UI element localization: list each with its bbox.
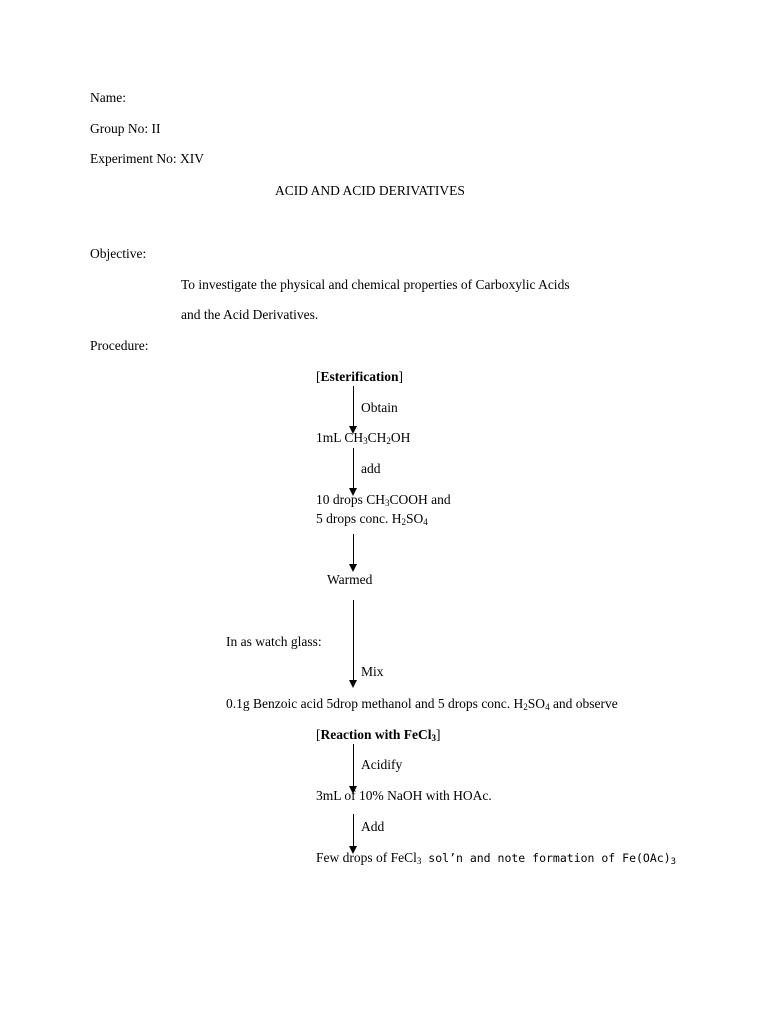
- warmed-label: Warmed: [327, 572, 373, 587]
- flow-arrow-acidify: [348, 744, 360, 794]
- name-label: Name:: [90, 90, 126, 105]
- reagent-sulfuric-acid: 5 drops conc. $H_2SO_4$: [316, 511, 428, 527]
- add-label: add: [361, 461, 381, 476]
- add-fecl3-label: Add: [361, 819, 385, 834]
- flow-arrow-add-fecl3: [348, 814, 360, 854]
- flow-arrow-add: [348, 448, 360, 496]
- acidify-label: Acidify: [361, 757, 403, 772]
- experiment-label: Experiment No: XIV: [90, 151, 204, 166]
- fecl3-final-step: Few drops of FeCl$_3$ sol’n and note formation of $Fe(OAc)_3$: [316, 850, 677, 867]
- mix-label: Mix: [361, 664, 384, 679]
- flow-arrow-obtain: [348, 386, 360, 434]
- flow-arrow-mix: [348, 600, 360, 688]
- objective-heading: Objective:: [90, 246, 147, 261]
- esterification-heading: [Esterification]: [316, 369, 403, 384]
- reagent-acetic-acid: 10 drops $CH_3COOH$ and: [316, 492, 451, 508]
- fecl3-heading: [Reaction with FeCl$_3$]: [316, 727, 441, 743]
- reagent-ethanol: 1mL $CH_3CH_2OH$: [316, 430, 411, 446]
- objective-line-2: and the Acid Derivatives.: [181, 307, 319, 322]
- group-label: Group No: II: [90, 121, 161, 136]
- flow-arrow-warm: [348, 534, 360, 572]
- benzoic-acid-step: 0.1g Benzoic acid 5drop methanol and 5 drops conc. $H_2SO_4$ and observe: [226, 696, 618, 712]
- procedure-heading: Procedure:: [90, 338, 149, 353]
- naoh-step: 3mL of 10% NaOH with HOAc.: [316, 788, 492, 803]
- obtain-label: Obtain: [361, 400, 398, 415]
- watch-glass-label: In as watch glass:: [226, 634, 322, 649]
- document-title: ACID AND ACID DERIVATIVES: [275, 183, 465, 198]
- objective-line-1: To investigate the physical and chemical properties of Carboxylic Acids: [181, 277, 570, 292]
